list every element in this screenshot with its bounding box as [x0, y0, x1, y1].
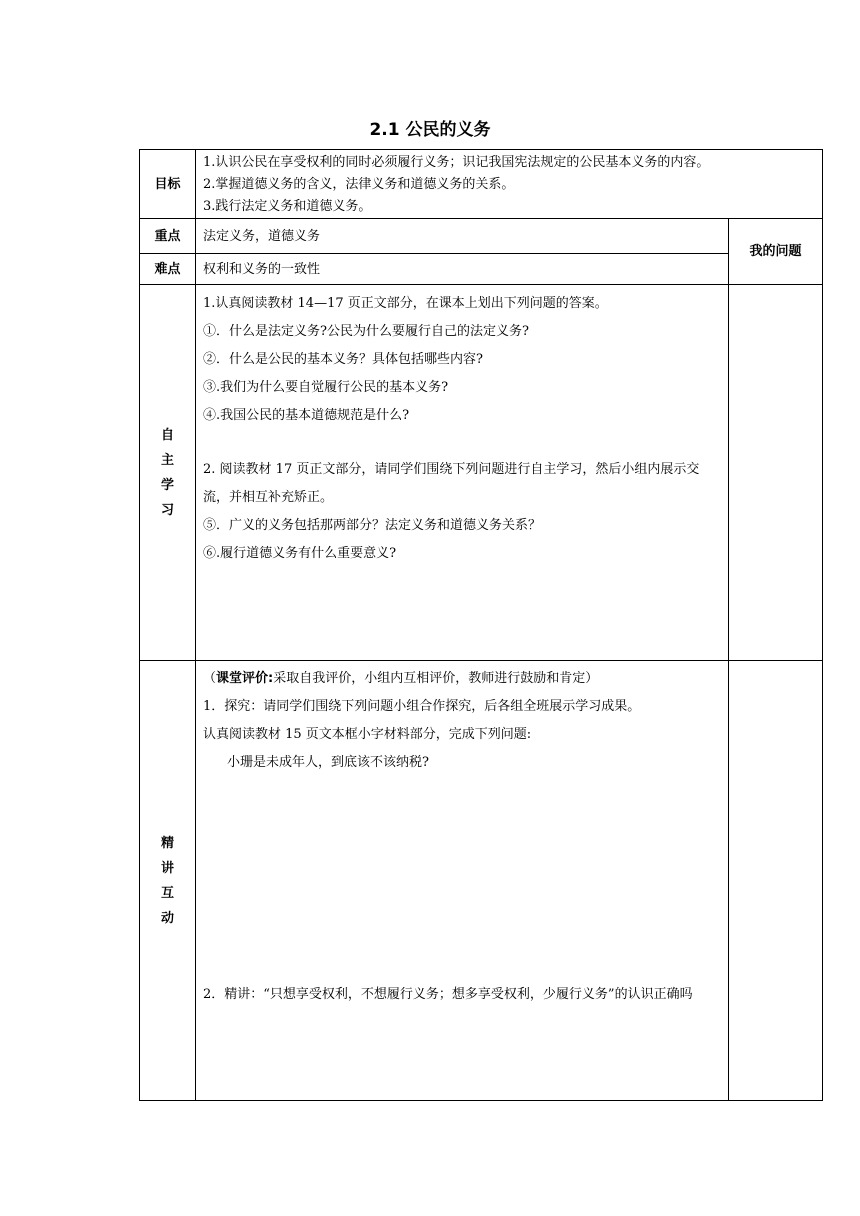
self-study-label: [140, 285, 196, 661]
difficulty-row: [140, 254, 823, 285]
interaction-content: [196, 661, 729, 1101]
self-study-label-char: 主: [160, 452, 174, 468]
case-question: 小珊是未成年人，到底该不该纳税?: [227, 755, 429, 770]
interaction-label-char: 动: [160, 910, 174, 926]
interaction-row: [140, 661, 823, 1101]
self-study-question: ①．什么是法定义务?公民为什么要履行自己的法定义务?: [203, 324, 529, 339]
eval-text: 采取自我评价，小组内互相评价，教师进行鼓励和肯定: [273, 671, 586, 686]
self-study-task-2: 2. 阅读教材 17 页正文部分，请同学们围绕下列问题进行自主学习，然后小组内展示交流，并相互补充矫正。: [203, 462, 700, 505]
interaction-label-char: 互: [160, 885, 174, 901]
difficulty-label: 难点: [140, 254, 196, 285]
self-study-question: ⑤．广义的义务包括那两部分？法定义务和道德义务关系？: [203, 518, 542, 533]
goals-content: [196, 150, 823, 219]
page-title: 2.1 公民的义务: [369, 120, 491, 140]
difficulty-content: 权利和义务的一致性: [196, 254, 729, 285]
self-study-label-char: 习: [160, 502, 174, 518]
interaction-label-char: 精: [160, 835, 174, 851]
reading-task: 认真阅读教材 15 页文本框小字材料部分，完成下列问题:: [203, 727, 532, 742]
self-study-task-1: 1.认真阅读教材 14—17 页正文部分，在课本上划出下列问题的答案。: [203, 296, 608, 311]
eval-close: ）: [585, 671, 599, 686]
goal-item: 1.认识公民在享受权利的同时必须履行义务；识记我国宪法规定的公民基本义务的内容。: [203, 155, 710, 170]
key-points-label: 重点: [140, 219, 196, 254]
interaction-label: [140, 661, 196, 1101]
interaction-questions-cell: [729, 661, 823, 1101]
goals-row: [140, 150, 823, 219]
eval-label: 课堂评价:: [216, 671, 274, 686]
self-study-content: [196, 285, 729, 661]
key-points-row: [140, 219, 823, 254]
key-points-content: 法定义务，道德义务: [196, 219, 729, 254]
goals-label: 目标: [140, 150, 196, 219]
eval-open: （: [203, 671, 217, 686]
lecture-task: 2．精讲：“只想享受权利，不想履行义务；想多享受权利，少履行义务”的认识正确吗: [203, 987, 693, 1002]
lesson-plan-table: [139, 149, 823, 1101]
self-study-question: ⑥.履行道德义务有什么重要意义?: [203, 546, 397, 561]
interaction-label-char: 讲: [160, 860, 174, 876]
explore-task: 1．探究：请同学们围绕下列问题小组合作探究，后各组全班展示学习成果。: [203, 699, 641, 714]
self-study-question: ③.我们为什么要自觉履行公民的基本义务?: [203, 380, 449, 395]
self-study-question: ②．什么是公民的基本义务？具体包括哪些内容?: [203, 352, 483, 367]
my-questions-label: 我的问题: [729, 219, 823, 285]
self-study-label-char: 学: [160, 477, 174, 493]
self-study-questions-cell: [729, 285, 823, 661]
class-evaluation: [203, 665, 722, 693]
goal-item: 3.践行法定义务和道德义务。: [203, 199, 372, 214]
self-study-question: ④.我国公民的基本道德规范是什么?: [203, 408, 410, 423]
self-study-label-char: 自: [160, 427, 174, 443]
goal-item: 2.掌握道德义务的含义，法律义务和道德义务的关系。: [203, 177, 515, 192]
self-study-row: [140, 285, 823, 661]
